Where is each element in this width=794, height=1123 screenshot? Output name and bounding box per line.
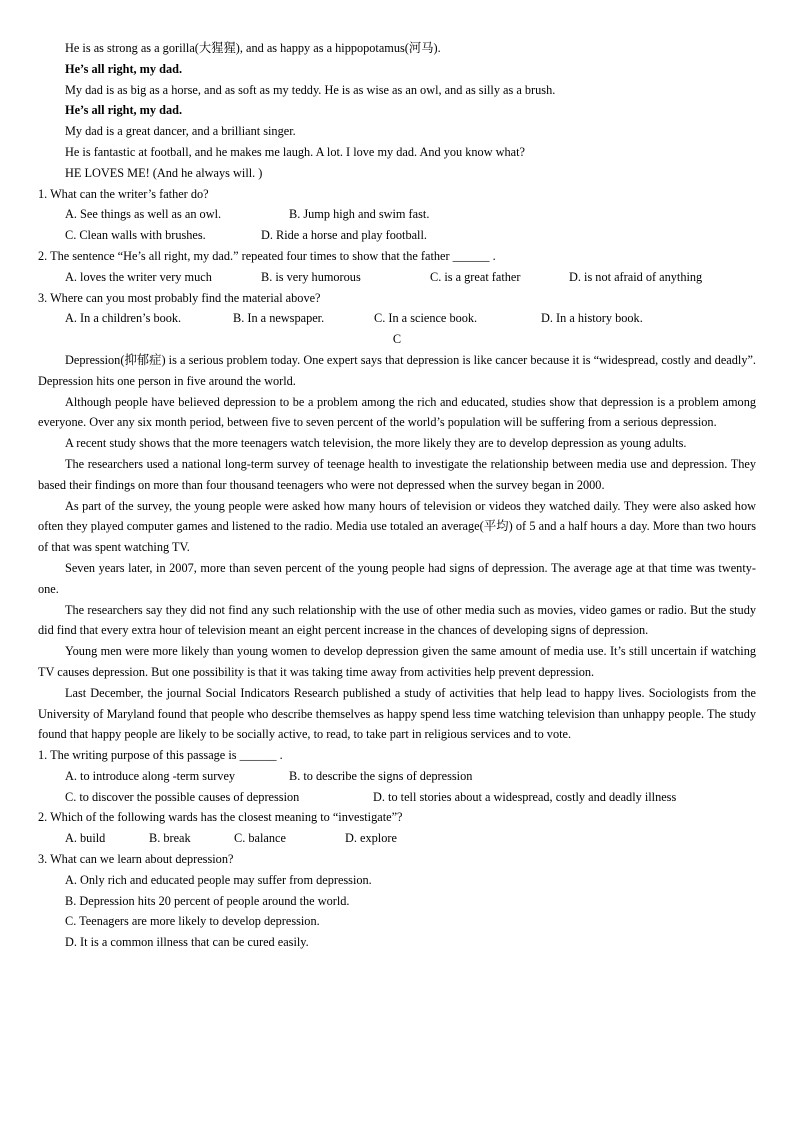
question-options-row — [38, 267, 756, 288]
option-b: B. Jump high and swim fast. — [289, 207, 430, 222]
article-paragraph: As part of the survey, the young people were asked how many hours of television or videos they watched daily. They were also asked how often they played computer games and listened to the radio. Media use totaled an average(平均) of 5 and a half hours a day. More than two hours of that was spent watching TV. — [38, 498, 756, 555]
option-b: B. is very humorous — [261, 269, 361, 284]
option-c: C. to discover the possible causes of depression — [65, 789, 300, 804]
section-heading: C — [392, 332, 402, 347]
option-d: D. explore — [345, 831, 397, 846]
article-paragraph: Young men were more likely than young women to develop depression given the same amount of media use. It’s still uncertain if watching TV causes depression. But one possibility is that it was taking time away from activities help prevent depression. — [38, 644, 756, 679]
option-d: D. to tell stories about a widespread, costly and deadly illness — [373, 789, 677, 804]
question-stem: 3. Where can you most probably find the material above? — [38, 290, 321, 305]
article-paragraph: Depression(抑郁症) is a serious problem today. One expert says that depression is like cancer because it is “widespread, costly and deadly”. Depression hits one person in five around the world. — [38, 352, 756, 388]
question-stem: 2. Which of the following wards has the closest meaning to “investigate”? — [38, 810, 403, 825]
option-d: D. It is a common illness that can be cured easily. — [65, 935, 309, 950]
poem-line: He is as strong as a gorilla(大猩猩), and as happy as a hippopotamus(河马). — [65, 41, 441, 55]
option-a: A. build — [65, 831, 106, 846]
poem-refrain: He’s all right, my dad. — [65, 61, 183, 76]
option-b: B. break — [149, 831, 191, 846]
poem-line: He is fantastic at football, and he makes me laugh. A lot. I love my dad. And you know what? — [65, 144, 526, 159]
poem-line: My dad is as big as a horse, and as soft as my teddy. He is as wise as an owl, and as silly as a brush. — [65, 82, 556, 97]
exam-page — [38, 38, 756, 953]
question-options-row — [38, 766, 756, 787]
article-paragraph: Although people have believed depression to be a problem among the rich and educated, studies show that depression is a problem among everyone. Over any six month period, between five to seven percent of the world’s population will be suffering from a serious depression. — [38, 394, 756, 430]
question-options-row — [38, 225, 756, 246]
article-paragraph: Seven years later, in 2007, more than seven percent of the young people had signs of depression. The average age at that time was twenty-one. — [38, 560, 756, 596]
option-a: A. to introduce along -term survey — [65, 768, 236, 783]
question-options-row — [38, 828, 756, 849]
article-paragraph: The researchers say they did not find any such relationship with the use of other media such as movies, video games or radio. But the study did find that every extra hour of television meant an eight percent increase in the chances of developing signs of depression. — [38, 602, 756, 638]
option-a: A. Only rich and educated people may suffer from depression. — [65, 872, 372, 887]
article-paragraph: A recent study shows that the more teenagers watch television, the more likely they are to develop depression as young adults. — [65, 436, 687, 451]
article-paragraph: Last December, the journal Social Indicators Research published a study of activities that help lead to happy lives. Sociologists from the University of Maryland found that people who describe themselves as happy spend less time watching television than unhappy people. The study found that happy people are likely to be socially active, to read, to take part in religious services and to vote. — [38, 685, 756, 742]
question-stem: 1. The writing purpose of this passage is ______ . — [38, 748, 283, 763]
question-options-row — [38, 308, 756, 329]
poem-line: My dad is a great dancer, and a brilliant singer. — [65, 124, 296, 139]
question-stem: 3. What can we learn about depression? — [38, 852, 234, 867]
question-options-row — [38, 787, 756, 808]
option-b: B. Depression hits 20 percent of people around the world. — [65, 893, 350, 908]
option-d: D. is not afraid of anything — [569, 269, 703, 284]
question-stem: 2. The sentence “He’s all right, my dad.” repeated four times to show that the father ______ . — [38, 248, 496, 263]
option-a: A. loves the writer very much — [65, 269, 212, 284]
option-c: C. is a great father — [430, 269, 521, 284]
option-b: B. to describe the signs of depression — [289, 768, 473, 783]
option-b: B. In a newspaper. — [233, 311, 325, 326]
option-d: D. Ride a horse and play football. — [261, 228, 427, 243]
poem-refrain: He’s all right, my dad. — [65, 103, 183, 118]
poem-line: HE LOVES ME! (And he always will. ) — [65, 165, 263, 180]
option-a: A. In a children’s book. — [65, 311, 182, 326]
option-a: A. See things as well as an owl. — [65, 207, 222, 222]
option-c: C. balance — [234, 831, 286, 846]
option-c: C. In a science book. — [374, 311, 478, 326]
article-paragraph: The researchers used a national long-term survey of teenage health to investigate the relationship between media use and depression. They based their findings on more than four thousand teenagers who were not depressed when the survey began in 2000. — [38, 456, 756, 492]
question-stem: 1. What can the writer’s father do? — [38, 186, 209, 201]
option-d: D. In a history book. — [541, 311, 643, 326]
question-options-row — [38, 204, 756, 225]
option-c: C. Teenagers are more likely to develop depression. — [65, 914, 320, 929]
option-c: C. Clean walls with brushes. — [65, 228, 206, 243]
